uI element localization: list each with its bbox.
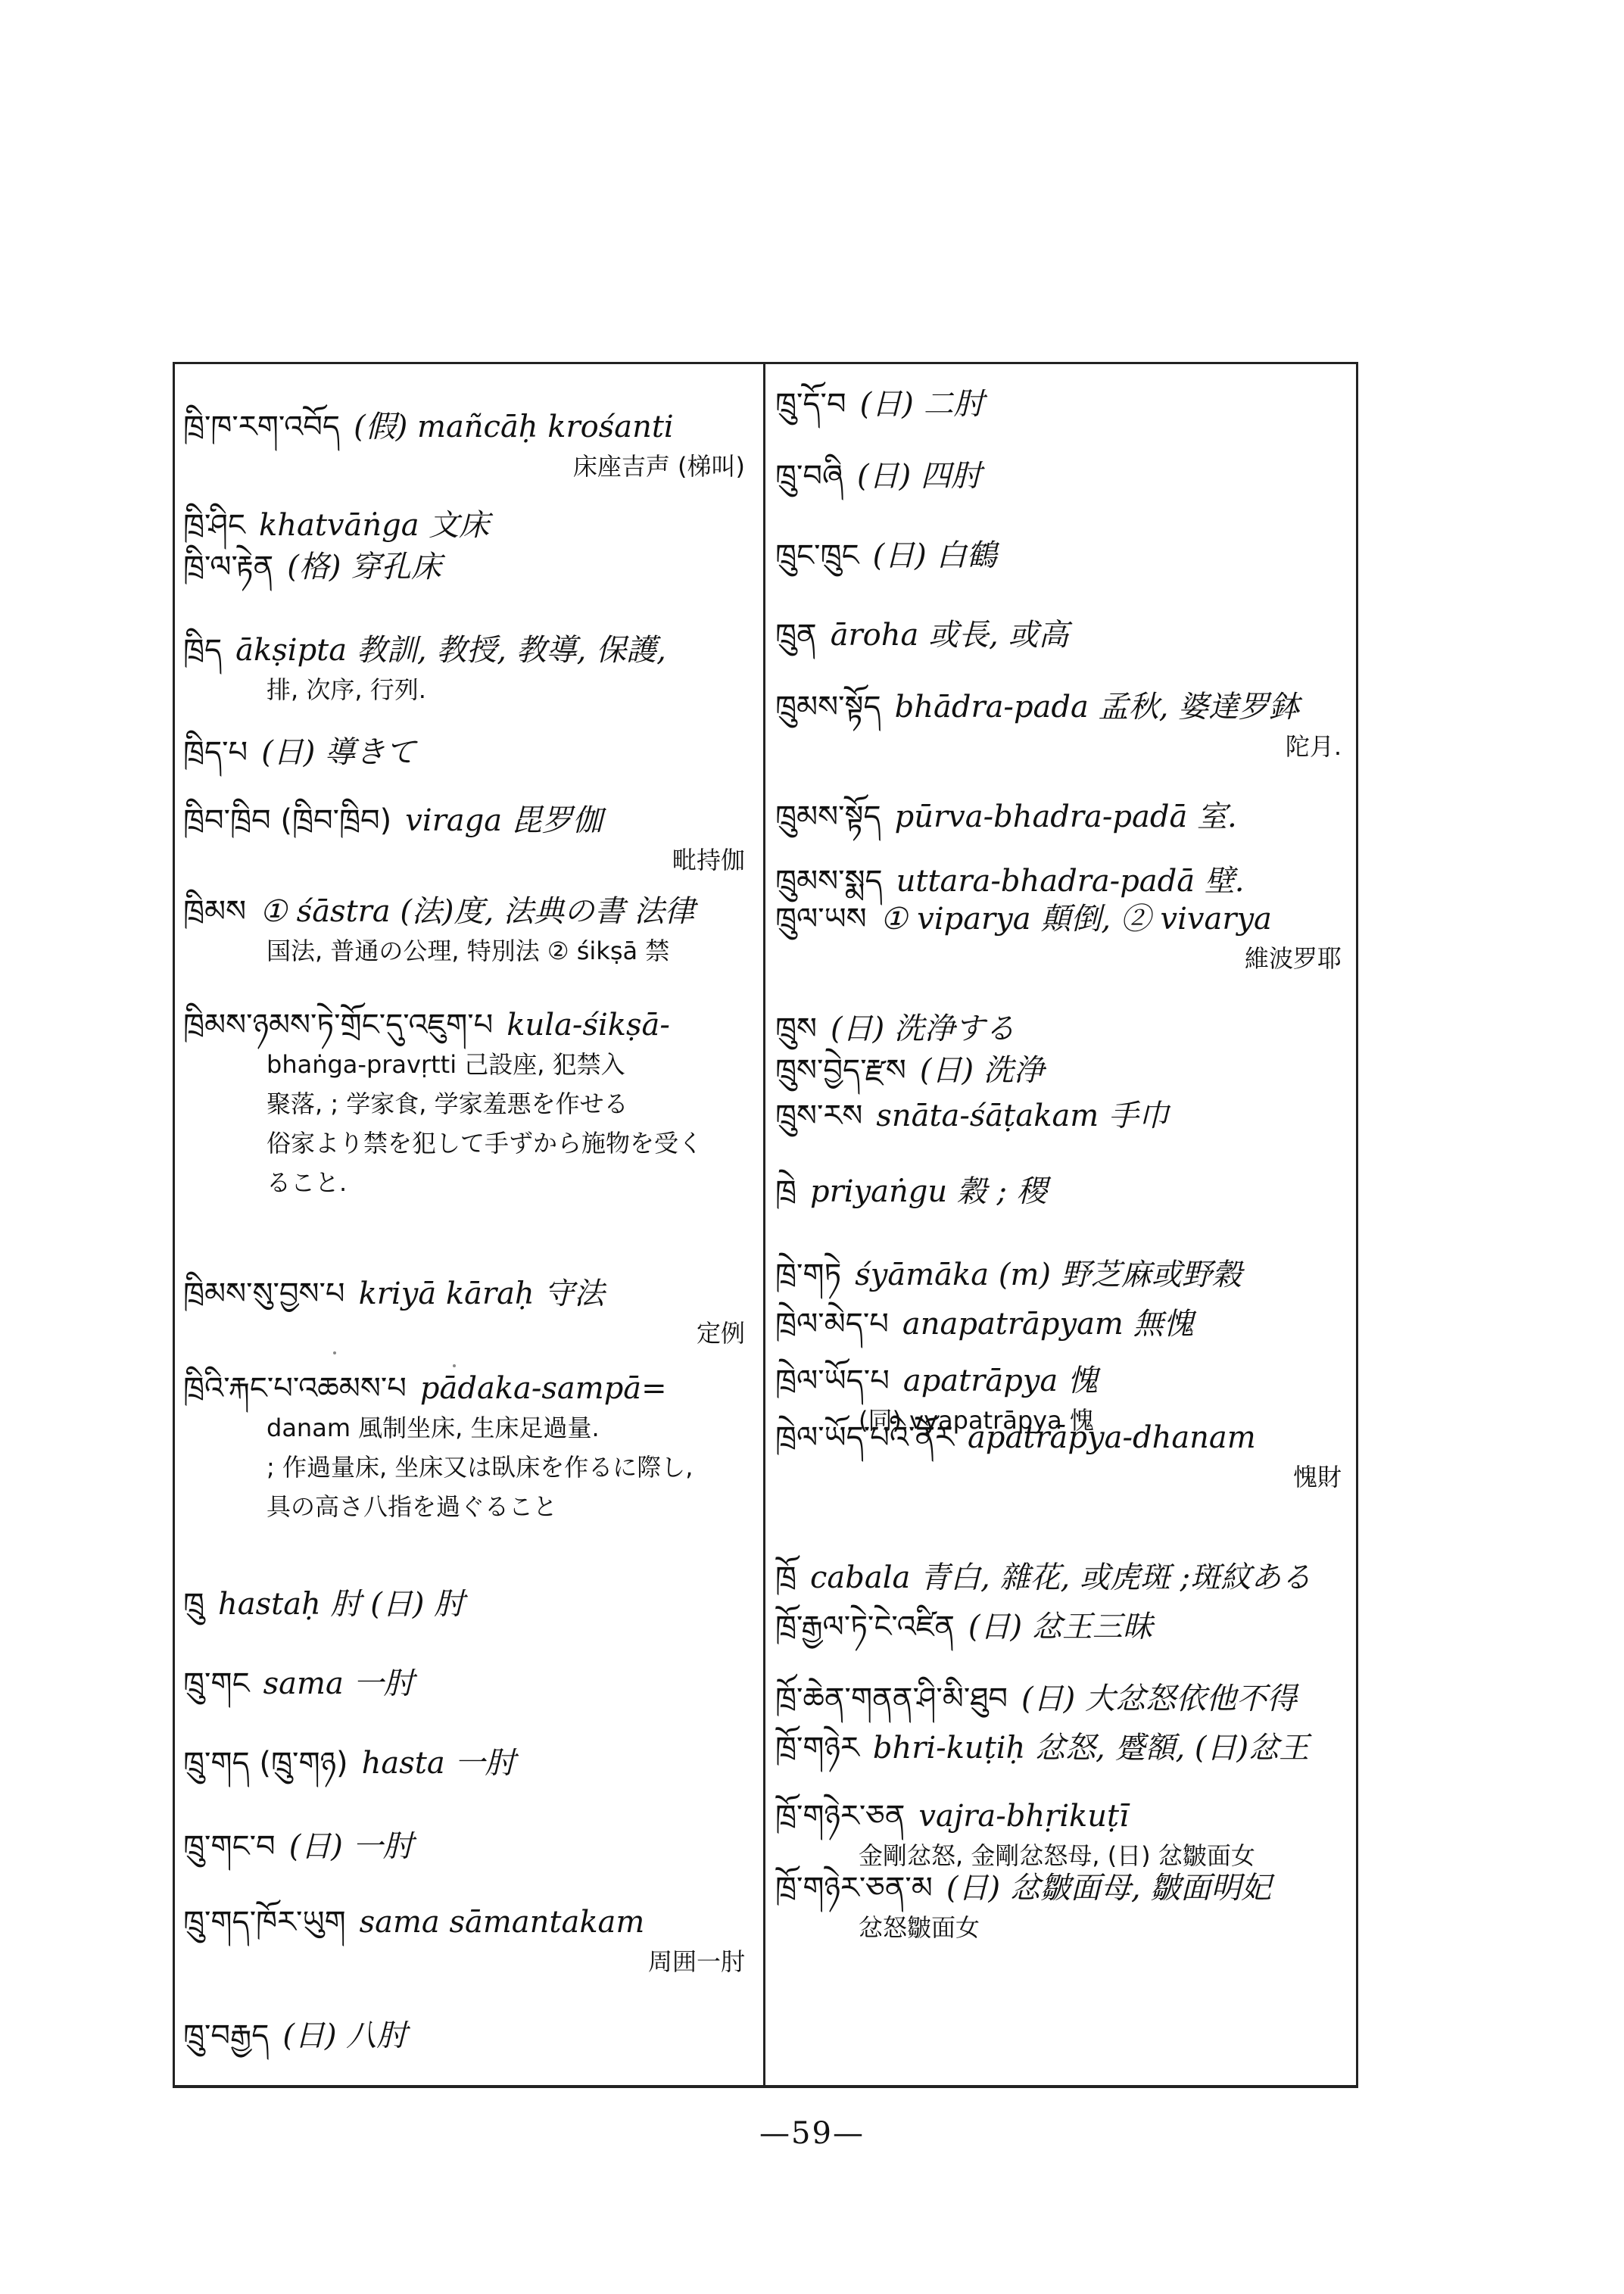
tibetan-headword: ཁྲུ་བཞི [775,459,844,494]
tibetan-headword: ཁྲོ་ཆེན་གནན་ཤི་མི་ཐུབ [775,1682,1008,1716]
tibetan-headword: ཁྲི་ལ་རྟེན [183,550,274,584]
entry-first-line [775,536,1357,575]
entry-first-line [775,1728,1357,1768]
dictionary-entry [183,1585,760,1624]
dictionary-entry [183,2016,760,2056]
entry-gloss: (日) 導きて [261,735,416,770]
entry-continuation: 金剛忿怒, 金剛忿怒母, (日) 忿皺面女 [859,1841,1255,1870]
speck [453,1364,456,1367]
tibetan-headword: ཁྲེལ་ཡོད་པ [775,1364,890,1398]
entry-first-line [775,1797,1357,1836]
entry-first-line [183,407,760,447]
entry-first-line [775,797,1357,837]
tibetan-headword: ཁྲུམས་སྟོད [775,799,881,834]
dictionary-entry [183,547,760,587]
entry-first-line [775,1172,1357,1211]
tibetan-headword: ཁྲོ་རྒྱལ་ཏེ་ངེ་འཛིན [775,1610,955,1644]
entry-gloss: vajra-bhṛikuṭī [918,1799,1129,1834]
tibetan-headword: ཁྲོ [775,1560,796,1595]
entry-gloss: (日) 忿王三昧 [968,1610,1153,1644]
tibetan-headword: ཁྲུ་དོ་བ [775,387,846,422]
tibetan-headword: ཁྲུན [775,618,817,653]
tibetan-headword: ཁྲུས་བྱེད་རྫས [775,1053,906,1088]
entry-first-line [775,1361,1357,1401]
entry-gloss: hasta 一肘 [361,1746,516,1781]
dictionary-entry [775,1172,1357,1211]
entry-gloss: hastaḥ 肘 (日) 肘 [218,1587,465,1622]
tibetan-headword: ཁྲུས་རས [775,1099,863,1133]
entry-gloss: apatrāpya-dhanam [968,1420,1256,1455]
entry-first-line [775,1869,1357,1908]
tibetan-headword: ཁྲིམས [183,894,247,929]
entry-first-line [775,1255,1357,1295]
entry-continuation: (同) vyapatrāpya 愧 [859,1406,1094,1435]
entry-continuation: ること. [267,1168,348,1197]
entry-first-line [183,1903,760,1942]
tibetan-headword: ཁྲུམས་སྟོད [775,690,881,725]
tibetan-headword: ཁྲེལ་ཡོད་པའི་ནོར [775,1420,955,1455]
entry-continuation: bhaṅga-pravṛtti 己設座, 犯禁入 [267,1050,625,1079]
entry-gloss: (日) 八肘 [282,2018,407,2053]
entry-gloss: priyaṅgu 穀 ; 稷 [810,1174,1047,1209]
dictionary-entry [775,1009,1357,1049]
entry-gloss: viraga 毘罗伽 [405,803,603,838]
entry-first-line [183,892,760,931]
entry-gloss: ākṣipta 教訓, 教授, 教導, 保護, [235,633,666,668]
dictionary-entry [775,1679,1357,1719]
entry-gloss: snāta-śāṭakam 手巾 [876,1099,1169,1133]
entry-gloss: cabala 青白, 雜花, 或虎斑 ;斑紋ある [810,1560,1312,1595]
entry-gloss: (日) 大忿怒依他不得 [1021,1682,1297,1716]
tibetan-headword: ཁྲོ་གཉེར་ཅན་མ [775,1871,933,1906]
entry-first-line [775,1096,1357,1136]
entry-first-line [183,506,760,545]
entry-first-line [183,801,760,840]
entry-gloss: sama 一肘 [263,1666,414,1701]
entry-continuation: ; 作過量床, 坐床又は臥床を作るに際し, [267,1453,694,1482]
dictionary-entry [183,631,760,709]
dictionary-entry [775,797,1357,837]
entry-gloss: (日) 一肘 [288,1829,413,1864]
entry-gloss: bhri-kuṭiḥ 忿怒, 蹙額, (日)忿王 [872,1731,1310,1766]
entry-gloss: āroha 或長, 或高 [830,618,1069,653]
right-column [775,362,1357,2088]
entry-first-line [775,1418,1357,1457]
dictionary-entry [183,1664,760,1703]
entry-first-line [775,1304,1357,1344]
entry-first-line [183,1585,760,1624]
tibetan-headword: ཁྲི་ཁ་རག་འབོད [183,410,341,444]
entry-first-line [775,1679,1357,1719]
tibetan-headword: ཁྲེ [775,1174,796,1209]
dictionary-entry [183,1744,760,1783]
entry-continuation: 床座吉声 (梯叫) [572,452,745,481]
dictionary-entry [183,1005,760,1202]
entry-first-line [775,862,1357,901]
dictionary-entry [183,801,760,880]
entry-gloss: (日) 洗浄 [919,1053,1044,1088]
entry-continuation: 忿怒皺面女 [859,1913,980,1942]
entry-first-line [775,1558,1357,1597]
entry-continuation: 聚落, ; 学家食, 学家羞悪を作せる [267,1089,628,1118]
dictionary-entry [775,1051,1357,1090]
tibetan-headword: ཁྲིམས་ཉམས་ཏེ་གྲོང་དུ་འཇུག་པ [183,1008,494,1043]
tibetan-headword: ཁྲུས [775,1011,817,1046]
entry-gloss: (日) 忿皺面母, 皺面明妃 [946,1871,1272,1906]
dictionary-entry [775,862,1357,901]
dictionary-entry [183,1903,760,1981]
dictionary-entry [775,616,1357,655]
entry-gloss: (日) 四肘 [857,459,981,494]
entry-continuation: 国法, 普通の公理, 特別法 ② śikṣā 禁 [267,937,670,965]
tibetan-headword: ཁྲུ་བརྒྱད [183,2018,270,2053]
entry-gloss: sama sāmantakam [359,1905,645,1940]
dictionary-entry [183,1369,760,1526]
entry-first-line [183,1827,760,1866]
dictionary-entry [775,1304,1357,1344]
entry-first-line [183,2016,760,2056]
tibetan-headword: ཁྲུ་གད་ཁོར་ཡུག [183,1905,346,1940]
tibetan-headword: ཁྲུ་གང [183,1666,250,1701]
tibetan-headword: ཁྲིད་པ [183,735,248,770]
entry-gloss: (格) 穿孔床 [287,550,442,584]
tibetan-headword: ཁྲིབ་ཁྲིབ (ཁྲིབ་ཁྲིབ) [183,803,392,838]
entry-gloss: (日) 白鶴 [872,538,997,573]
dictionary-entry [775,1869,1357,1947]
tibetan-headword: ཁྲེ་གཏེ [775,1258,842,1292]
dictionary-entry [775,687,1357,766]
dictionary-entry [183,733,760,772]
tibetan-headword: ཁྲུམས་སྨད [775,864,883,899]
dictionary-entry [775,1607,1357,1647]
left-column [183,362,760,2088]
entry-first-line [775,385,1357,424]
entry-first-line [775,1009,1357,1049]
entry-continuation: 定例 [696,1319,745,1348]
tibetan-headword: ཁྲེལ་མེད་པ [775,1307,889,1342]
entry-continuation: 具の高さ八指を過ぐること [267,1492,558,1521]
entry-gloss: uttara-bhadra-padā 壁. [896,864,1245,899]
entry-gloss: (日) 二肘 [859,387,984,422]
entry-first-line [775,457,1357,496]
tibetan-headword: ཁྲུལ་ཡས [775,902,867,937]
entry-first-line [183,1369,760,1408]
dictionary-entry [183,892,760,971]
entry-first-line [183,733,760,772]
entry-continuation: 排, 次序, 行列. [267,675,426,704]
entry-gloss: pūrva-bhadra-padā 室. [894,799,1237,834]
dictionary-entry [775,1728,1357,1768]
dictionary-entry [775,1255,1357,1295]
entry-first-line [775,1051,1357,1090]
tibetan-headword: ཁྲིད [183,633,223,668]
entry-gloss: ① śāstra (法)度, 法典の書 法律 [260,894,695,929]
dictionary-entry [183,1274,760,1353]
dictionary-entry [775,1096,1357,1136]
entry-first-line [775,899,1357,939]
entry-first-line [775,687,1357,727]
entry-gloss: (日) 洗浄する [831,1011,1015,1046]
dictionary-entry [775,1558,1357,1597]
tibetan-headword: ཁྲིམས་སུ་བྱས་པ [183,1276,345,1311]
dictionary-entry [183,506,760,545]
tibetan-headword: ཁྲུ [183,1587,204,1622]
entry-first-line [183,1274,760,1314]
entry-first-line [183,547,760,587]
dictionary-entry [775,457,1357,496]
tibetan-headword: ཁྲོ་གཉེར་ཅན [775,1799,906,1834]
entry-gloss: śyāmāka (m) 野芝麻或野穀 [855,1258,1242,1292]
tibetan-headword: ཁྲུང་ཁྲུང [775,538,859,573]
entry-gloss: anapatrāpyam 無愧 [902,1307,1194,1342]
speck [333,1351,336,1354]
entry-continuation: 愧財 [1292,1463,1342,1491]
entry-gloss: kriyā kāraḥ 守法 [358,1276,605,1311]
page-number: —59— [759,2116,865,2151]
tibetan-headword: ཁྲུ་གང་བ [183,1829,276,1864]
dictionary-entry [183,407,760,486]
dictionary-entry [775,536,1357,575]
entry-first-line [183,1744,760,1783]
dictionary-entry [183,1827,760,1866]
entry-first-line [183,631,760,670]
dictionary-entry [775,1797,1357,1875]
entry-first-line [183,1005,760,1045]
entry-first-line [775,1607,1357,1647]
entry-gloss: ① viparya 顛倒, ② vivarya [880,902,1272,937]
entry-gloss: kula-śikṣā- [507,1008,670,1043]
entry-gloss: (假) mañcāḥ krośanti [354,410,674,444]
entry-gloss: apatrāpya 愧 [902,1364,1098,1398]
entry-continuation: 俗家より禁を犯して手ずから施物を受く [267,1129,703,1158]
entry-continuation: 陀月. [1285,732,1342,761]
entry-gloss: bhādra-pada 孟秋, 婆達罗鉢 [894,690,1299,725]
column-divider [763,362,765,2088]
entry-continuation: danam 風制坐床, 生床足過量. [267,1413,600,1442]
entry-continuation: 維波罗耶 [1244,944,1342,973]
entry-continuation: 毗持伽 [672,846,745,874]
dictionary-entry [775,1418,1357,1497]
entry-continuation: 周囲一肘 [647,1947,745,1976]
dictionary-entry [775,899,1357,978]
entry-gloss: khatvāṅga 文床 [258,508,490,543]
dictionary-entry [775,385,1357,424]
tibetan-headword: ཁྲུ་གད (ཁྲུ་གཉ) [183,1746,348,1781]
tibetan-headword: ཁྲོ་གཉེར [775,1731,859,1766]
tibetan-headword: ཁྲི་ཤིང [183,508,245,543]
entry-first-line [775,616,1357,655]
entry-first-line [183,1664,760,1703]
entry-gloss: pādaka-sampā= [419,1371,667,1406]
tibetan-headword: ཁྲིའི་རྐང་པ་འཆམས་པ [183,1371,407,1406]
